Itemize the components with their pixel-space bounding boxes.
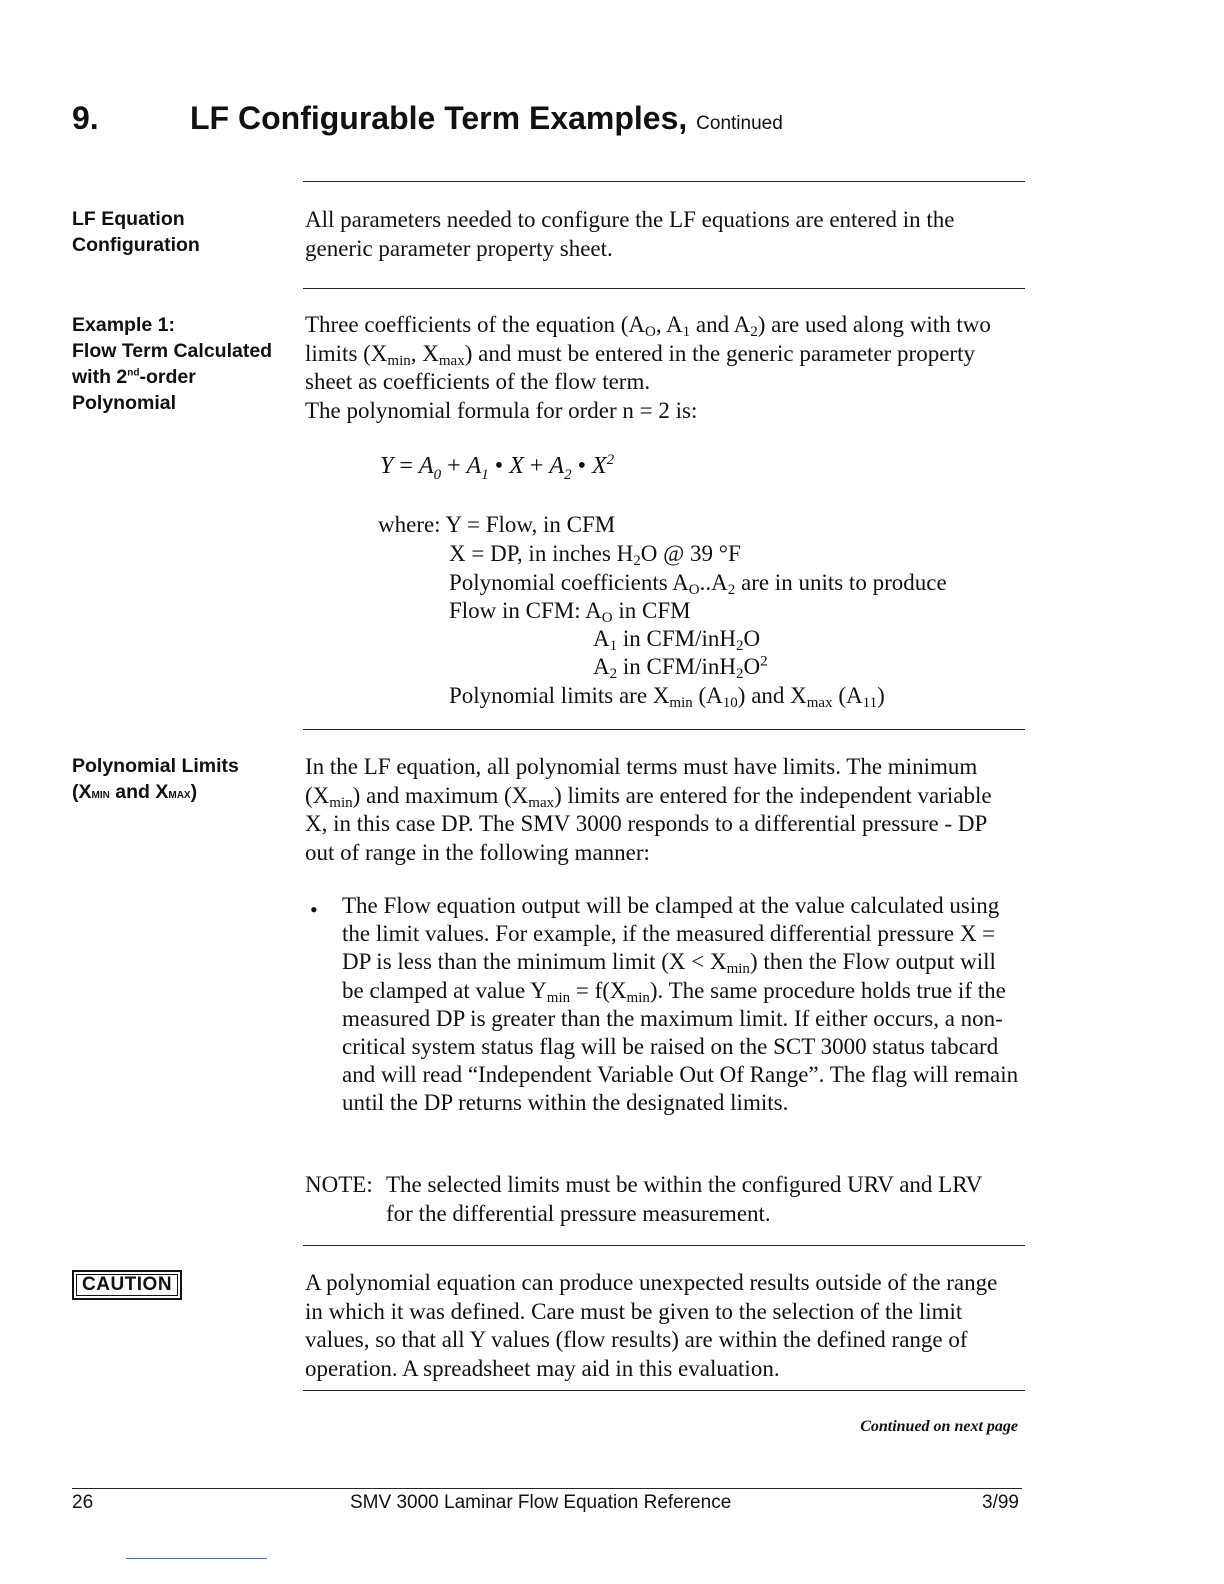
example1-label-line3: with 2nd-order bbox=[72, 366, 196, 388]
formula-intro: The polynomial formula for order n = 2 is: bbox=[305, 397, 698, 423]
note-text: The selected limits must be within the configured URV and LRV for the differential pressure measurement. bbox=[386, 1172, 982, 1226]
polynomial-equation: $Y = A_0 + A_1$ • $X + A_2$ • $X^2$ bbox=[380, 452, 615, 483]
example1-label-line4: Polynomial bbox=[72, 392, 177, 414]
continued-next-page: Continued on next page bbox=[860, 1418, 1018, 1435]
divider bbox=[303, 288, 1025, 289]
where-line-1: where: Y = Flow, in CFM bbox=[378, 512, 616, 537]
where-line-4: Flow in CFM: $A_O$ in CFM bbox=[449, 598, 691, 626]
note-label: NOTE: bbox=[305, 1172, 373, 1197]
example1-paragraph: Three coefficients of the equation ($A_O$, $A_1$ and $A_2$) are used along with two limits ($X_{min}$, $X_{max}$) and must be entered in the generic parameter property sheet as coefficients of the flow term. The polynomial formula for order n = 2 is: bbox=[305, 312, 991, 423]
footer-date: 3/99 bbox=[982, 1492, 1019, 1513]
lf-config-label-line1: LF Equation bbox=[72, 208, 185, 230]
divider bbox=[303, 1245, 1025, 1246]
section-number: 9. bbox=[72, 100, 99, 136]
where-line-6: $A_2$ in CFM/$inH_2O^2$ bbox=[593, 653, 768, 682]
bullet-text: The Flow equation output will be clamped at the value calculated using the limit values. For example, if the measured differential pressure X = DP is less than the minimum limit $(X < X_{min})$ then the Flow output will be clamped at value $Y_{min} = f(X_{min})$. The same procedure holds true if the measured DP is greater than the maximum limit. If either occurs, a non-critical system status flag will be raised on the SCT 3000 status tabcard and will read “Independent Variable Out Of Range”. The flag will remain until the DP returns within the designated limits. bbox=[342, 893, 1019, 1116]
footer-title: SMV 3000 Laminar Flow Equation Reference bbox=[350, 1492, 732, 1513]
section-title bbox=[190, 100, 783, 137]
poly-limits-label-line2: (XMIN and XMAX) bbox=[72, 781, 198, 803]
example1-label-line1: Example 1: bbox=[72, 314, 175, 336]
where-line-7: Polynomial limits are $X_{min}$ $(A_{10})$ and $X_{max}$ $(A_{11})$ bbox=[449, 683, 885, 711]
lf-config-text: All parameters needed to configure the LF equations are entered in the generic parameter property sheet. bbox=[305, 207, 955, 261]
footer-divider bbox=[72, 1488, 1022, 1489]
poly-limits-label-line1: Polynomial Limits bbox=[72, 755, 239, 777]
poly-limits-label bbox=[72, 753, 302, 809]
section-title-text: LF Configurable Term Examples, bbox=[190, 100, 688, 136]
where-line-5: $A_1$ in CFM/inH$_2$O bbox=[593, 626, 761, 654]
where-line-3: Polynomial coefficients $A_O..A_2$ are in units to produce bbox=[449, 570, 947, 598]
section-continued: Continued bbox=[696, 113, 783, 134]
caution-badge: CAUTION bbox=[72, 1270, 182, 1300]
divider bbox=[303, 1390, 1025, 1391]
lf-config-label-line2: Configuration bbox=[72, 234, 200, 256]
where-line-2: X = DP, in inches $H_2O$ @ 39 °F bbox=[449, 541, 741, 569]
divider bbox=[303, 181, 1025, 182]
poly-limits-paragraph: In the LF equation, all polynomial terms must have limits. The minimum $(X_{min})$ and maximum $(X_{max})$ limits are entered for the independent variable X, in this case DP. The SMV 3000 responds to a differential pressure - DP out of range in the following manner: bbox=[305, 754, 992, 865]
scan-artifact-line bbox=[126, 1558, 267, 1559]
bullet-dot: • bbox=[310, 897, 318, 922]
caution-text: A polynomial equation can produce unexpected results outside of the range in which it was defined. Care must be given to the selection of the limit values, so that all Y values (flow results) are within the defined range of operation. A spreadsheet may aid in this evaluation. bbox=[305, 1270, 998, 1381]
example1-label-line2: Flow Term Calculated bbox=[72, 340, 273, 362]
page-number: 26 bbox=[72, 1492, 94, 1513]
divider bbox=[303, 729, 1025, 730]
lf-config-label bbox=[72, 206, 302, 258]
example1-label bbox=[72, 312, 302, 416]
